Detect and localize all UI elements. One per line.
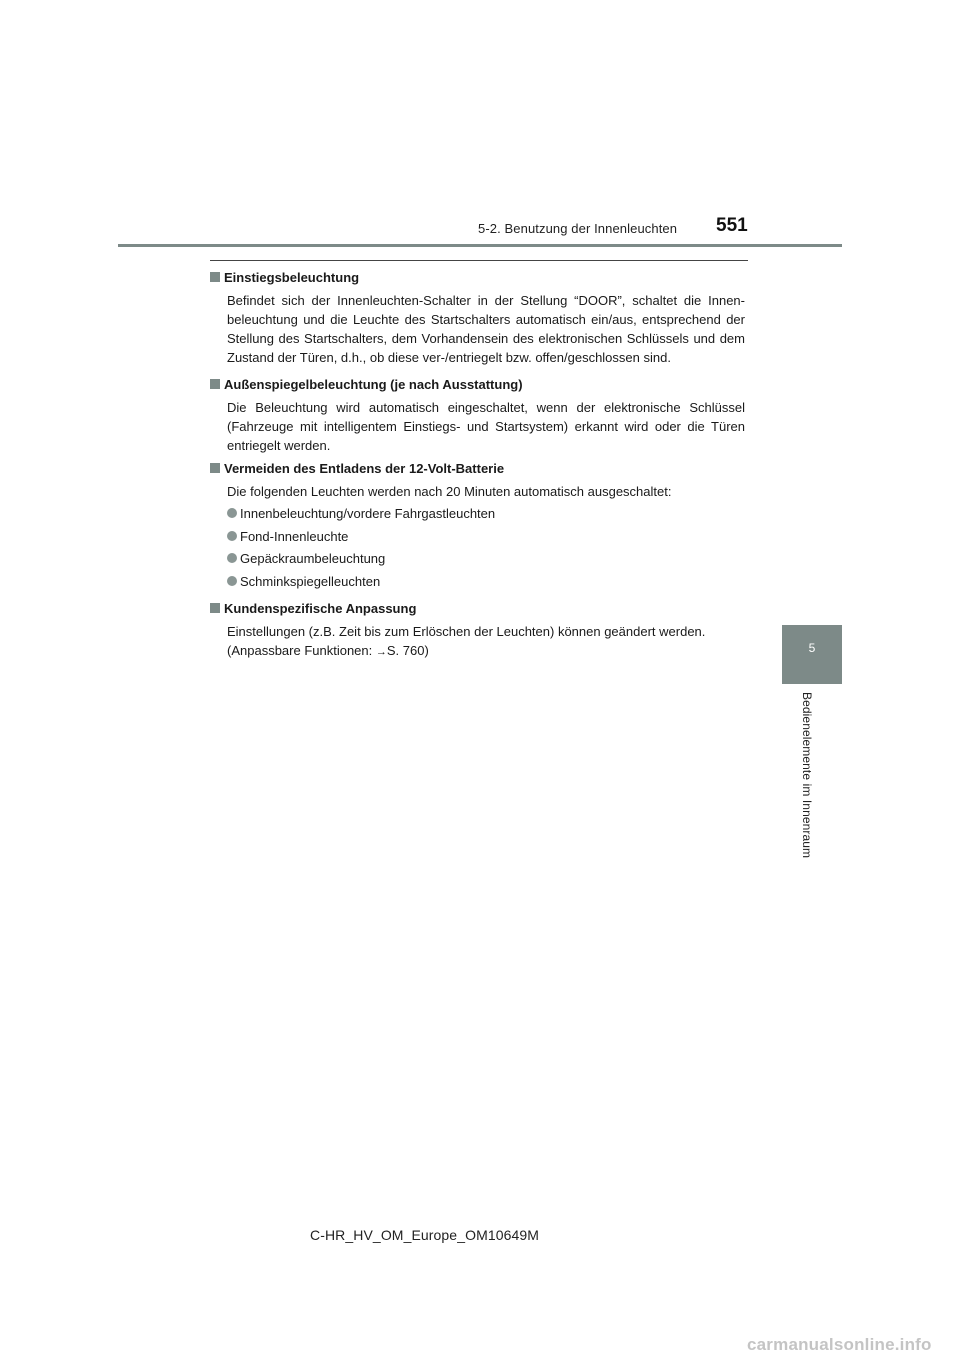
list-item-text: Innenbeleuchtung/vordere Fahrgastleuchten: [240, 506, 496, 521]
section-heading-text: Außenspiegelbeleuchtung (je nach Ausstattung): [224, 377, 523, 392]
watermark: carmanualsonline.info: [747, 1335, 932, 1354]
section-paragraph: [227, 622, 745, 662]
list-item-text: Gepäckraumbeleuchtung: [240, 551, 386, 566]
section-aussenspiegelbeleuchtung: [210, 375, 745, 455]
paragraph-text: Einstellungen (z.B. Zeit bis zum Erlöschen der Leuchten) können geändert werden.: [227, 624, 706, 639]
section-heading-text: Einstiegsbeleuchtung: [224, 270, 360, 285]
list-item: [227, 572, 745, 595]
chapter-title: Bedienelemente im Innenraum: [800, 692, 814, 859]
section-heading: [210, 599, 745, 618]
list-item: [227, 527, 745, 550]
section-batterie: [210, 459, 745, 594]
list-item: [227, 549, 745, 572]
section-heading: [210, 459, 745, 478]
header-section-title: 5-2. Benutzung der Innenleuchten: [478, 221, 678, 236]
arrow-icon: →: [375, 646, 387, 658]
footer-doc-id: C-HR_HV_OM_Europe_OM10649M: [310, 1227, 540, 1243]
square-bullet-icon: [210, 603, 220, 613]
section-anpassung: [210, 599, 745, 662]
section-paragraph: Die folgenden Leuchten werden nach 20 Minuten automatisch ausgeschaltet:: [227, 484, 672, 499]
section-paragraph: Die Beleuchtung wird automatisch eingeschaltet, wenn der elektronische Schlüssel (Fahrzeuge mit intelligentem Einstiegs- und Startsystem) erkannt wird oder die Türen entriegelt werden.: [227, 400, 745, 453]
page-content: [210, 268, 745, 662]
page-number: 551: [716, 215, 748, 236]
square-bullet-icon: [210, 272, 220, 282]
chapter-number: 5: [808, 641, 816, 655]
page-reference-link[interactable]: S. 760): [386, 643, 429, 658]
section-heading-text: Kundenspezifische Anpassung: [224, 601, 417, 616]
section-heading: [210, 268, 745, 287]
chapter-tab: [782, 625, 842, 684]
circle-bullet-icon: [227, 531, 237, 541]
paragraph-ref-prefix: (Anpassbare Funktionen:: [227, 643, 376, 658]
section-paragraph: Befindet sich der Innenleuchten-Schalter in der Stellung “DOOR”, schaltet die Innen-beleuchtung und die Leuchte des Startschalters automatisch ein/aus, entsprechend der Stellung des Startschalters, dem Vorhandensein des elektronischen Schlüssels und dem Zustand der Türen, d.h., ob diese ver-/entriegelt bzw. offen/geschlossen sind.: [227, 293, 745, 365]
circle-bullet-icon: [227, 576, 237, 586]
section-heading-text: Vermeiden des Entladens der 12-Volt-Batterie: [224, 461, 505, 476]
circle-bullet-icon: [227, 508, 237, 518]
circle-bullet-icon: [227, 553, 237, 563]
list-item-text: Schminkspiegelleuchten: [240, 573, 381, 589]
content-rule: [210, 260, 748, 261]
list-item-text: Fond-Innenleuchte: [240, 528, 349, 544]
header-rule: [118, 244, 842, 247]
section-einstiegsbeleuchtung: [210, 268, 745, 367]
square-bullet-icon: [210, 463, 220, 473]
section-heading: [210, 375, 745, 394]
bullet-list: [210, 504, 745, 594]
square-bullet-icon: [210, 379, 220, 389]
list-item: [227, 504, 745, 527]
